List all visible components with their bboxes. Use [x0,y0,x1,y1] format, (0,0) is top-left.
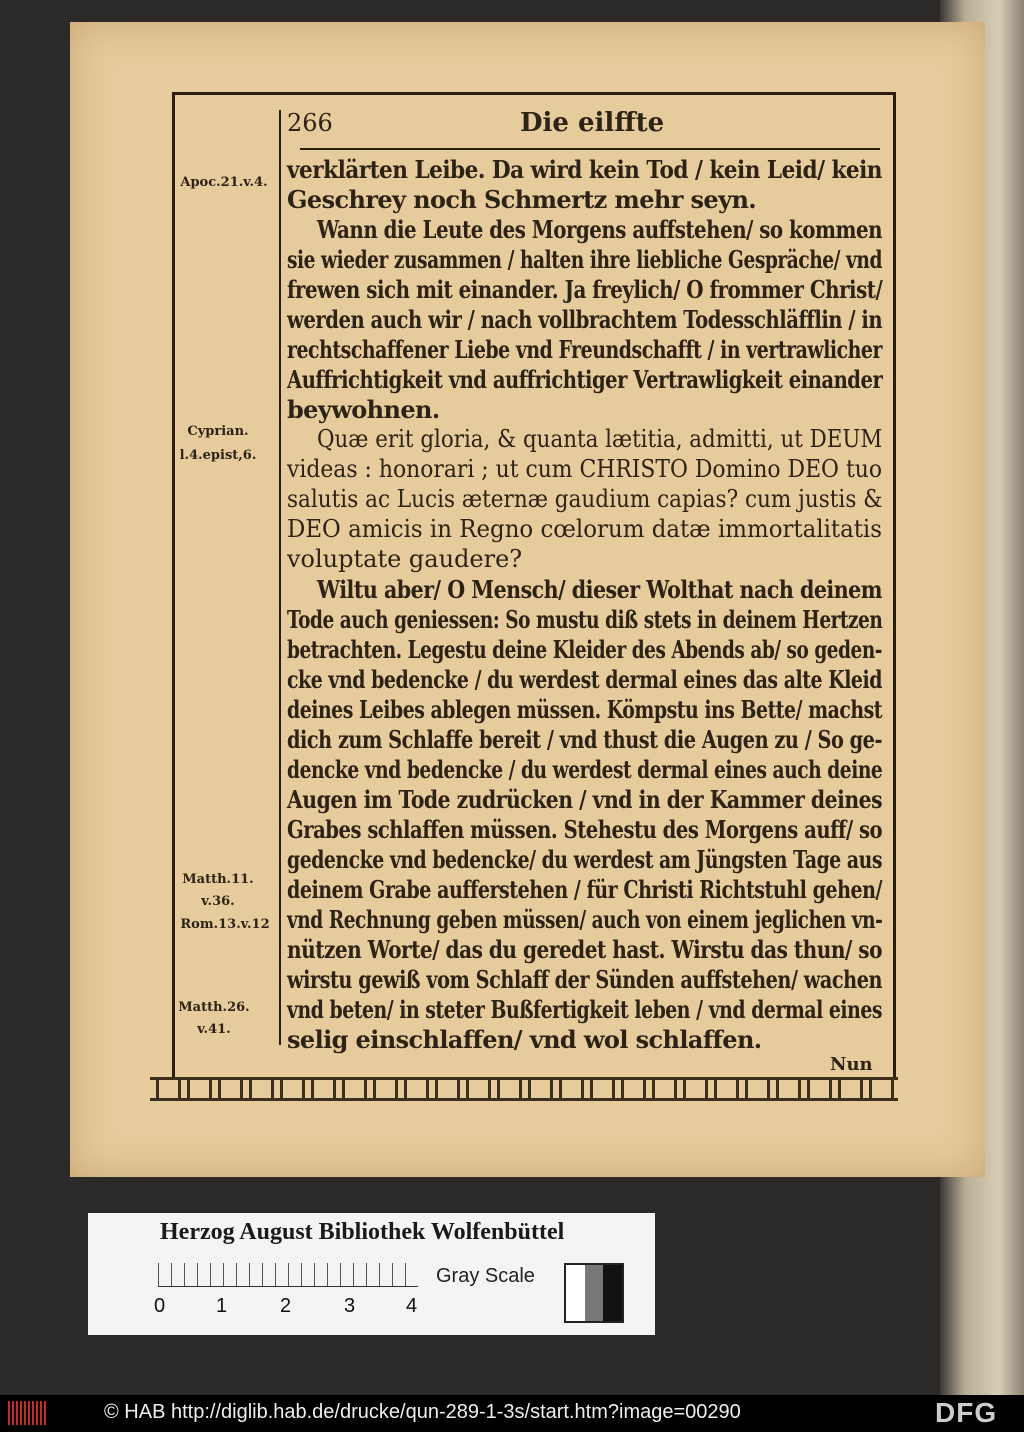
barcode-icon [8,1401,46,1425]
text-line: cke vnd bedencke / du werdest dermal eines das alte Kleid [287,665,882,694]
ruler-number: 2 [280,1295,292,1317]
margin-note: Matth.26. [178,1000,250,1015]
margin-note: Rom.13.v.12 [180,917,270,932]
source-url: © HAB http://diglib.hab.de/drucke/qun-289-1-3s/start.htm?image=00290 [104,1401,741,1423]
text-line: Wiltu aber/ O Mensch/ dieser Wolthat nach deinem [317,575,882,604]
text-line: wirstu gewiß vom Schlaff der Sünden auffstehen/ wachen [287,965,882,994]
ruler-number: 1 [216,1295,228,1317]
gray-scale-label: Gray Scale [436,1265,535,1287]
text-line: Tode auch geniessen: So mustu diß stets in deinem Hertzen [287,605,883,634]
margin-note: l.4.epist,6. [179,448,257,463]
margin-note: Apoc.21.v.4. [180,175,268,190]
ruler-number: 3 [344,1295,356,1317]
margin-note: Matth.11. [182,872,254,887]
margin-note: v.41. [197,1022,231,1037]
text-line: salutis ac Lucis æternæ gaudium capias? cum justis & [287,485,883,513]
ornamental-border [150,1077,898,1101]
margin-note: Cyprian. [187,424,249,439]
text-line: DEO amicis in Regno cœlorum datæ immortalitatis [287,515,882,543]
text-line: nützen Worte/ das du geredet hast. Wirstu das thun/ so [287,935,882,964]
text-line: Geschrey noch Schmertz mehr seyn. [287,185,757,214]
ruler-scale [158,1263,418,1287]
text-line: Grabes schlaffen müssen. Stehestu des Morgens auff/ so [287,815,883,844]
gray-scale-patches [564,1263,624,1323]
text-line: verklärten Leibe. Da wird kein Tod / kein Leid/ kein [287,155,882,184]
text-line: Quæ erit gloria, & quanta lætitia, admitti, ut DEUM [317,425,883,453]
text-line: deinem Grabe aufferstehen / für Christi Richtstuhl gehen/ [287,875,882,904]
text-line: gedencke vnd bedencke/ du werdest am Jüngsten Tage aus [287,845,882,874]
running-title: Die eilffte [520,108,665,138]
text-line: beywohnen. [287,395,440,424]
text-line: dencke vnd bedencke / du werdest dermal eines auch deine [287,755,883,784]
text-line: Augen im Tode zudrücken / vnd in der Kammer deines [287,785,883,814]
text-line: frewen sich mit einander. Ja freylich/ O frommer Christ/ [287,275,883,304]
page-number: 266 [287,109,333,137]
frame-right-rule [893,92,896,1077]
color-calibration-card [88,1213,655,1335]
text-line: dich zum Schlaffe bereit / vnd thust die Augen zu / So ge- [287,725,882,754]
header-rule [300,148,880,150]
text-line: betrachten. Legestu deine Kleider des Abends ab/ so geden- [287,635,882,664]
text-line: sie wieder zusammen / halten ihre liebliche Gespräche/ vnd [287,245,882,274]
ruler-number: 0 [154,1295,166,1317]
margin-column-rule [279,110,281,1045]
text-line: voluptate gaudere? [287,545,523,573]
text-line: videas : honorari ; ut cum CHRISTO Domino DEO tuo [287,455,882,483]
margin-note: v.36. [201,894,235,909]
text-line: deines Leibes ablegen müssen. Kömpstu ins Bette/ machst [287,695,882,724]
text-line: selig einschlaffen/ vnd wol schlaffen. [287,1025,762,1054]
frame-top-rule [172,92,896,95]
dfg-logo: DFG [935,1397,998,1428]
text-line: vnd Rechnung geben müssen/ auch von einem jeglichen vn- [287,905,883,934]
text-line: Wann die Leute des Morgens auffstehen/ so kommen [317,215,883,244]
footer-bar [0,1395,1024,1432]
ruler-number: 4 [406,1295,418,1317]
catchword: Nun [830,1054,873,1075]
text-line: Auffrichtigkeit vnd auffrichtiger Vertrawligkeit einander [287,365,883,394]
text-line: rechtschaffener Liebe vnd Freundschafft / in vertrawlicher [287,335,882,364]
text-line: vnd beten/ in steter Bußfertigkeit leben / vnd dermal eines [287,995,882,1024]
text-line: werden auch wir / nach vollbrachtem Todesschläfflin / in [287,305,883,334]
library-name: Herzog August Bibliothek Wolfenbüttel [160,1219,565,1245]
